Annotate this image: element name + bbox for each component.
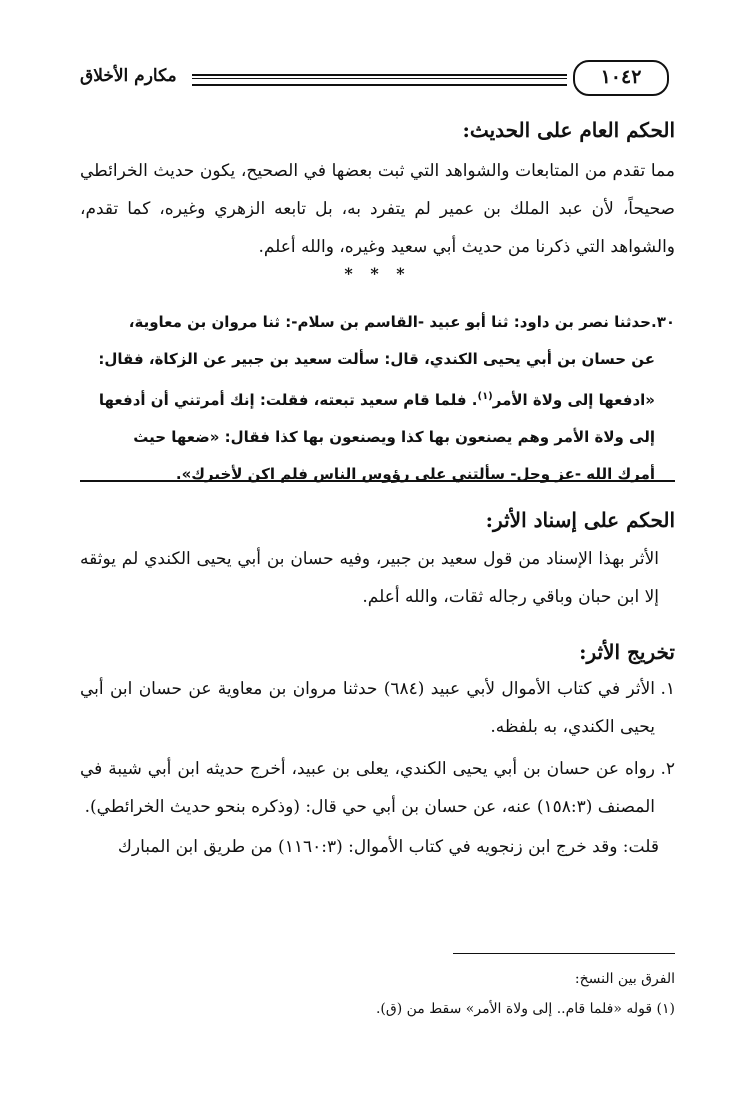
page-header [80, 60, 675, 96]
section-paragraph: الأثر بهذا الإسناد من قول سعيد بن جبير، وفيه حسان بن أبي يحيى الكندي لم يوثقه إلا ابن حبان وباقي رجاله ثقات، والله أعلم. [80, 549, 659, 607]
footnotes [80, 964, 675, 1024]
general-ruling-section [80, 118, 675, 283]
running-title: مكارم الأخلاق [80, 66, 177, 86]
narration-line: «ادفعها إلى ولاة الأمر$^{(١)}$. فلما قام سعيد تبعته، فقلت: إنك أمرتني أن أدفعها [98, 391, 655, 409]
isnad-ruling-section [80, 508, 675, 616]
list-text: الأثر في كتاب الأموال لأبي عبيد (٦٨٤) حدثنا مروان بن معاوية عن حسان ابن أبي يحيى الكندي، به بلفظه. [80, 679, 656, 737]
header-ornamental-rule [192, 74, 567, 86]
list-number: ١. [660, 679, 675, 699]
footnote-rule [453, 953, 675, 954]
list-number: ٢. [660, 759, 675, 779]
closing-paragraph: قلت: وقد خرج ابن زنجويه في كتاب الأموال: (١١٦٠:٣) من طريق ابن المبارك [117, 837, 659, 857]
footnote-item: (١) قوله «فلما قام.. إلى ولاة الأمر» سقط من (ق). [375, 1001, 675, 1017]
section-heading: تخريج الأثر: [579, 640, 675, 664]
page-number: ١٠٤٢ [573, 60, 669, 96]
list-text: رواه عن حسان بن أبي يحيى الكندي، يعلى بن عبيد، أخرج حديثه ابن أبي شيبة في المصنف (١٥٨:٣) عنه، عن حسان بن أبي حي قال: (وذكره بنحو حديث الخرائطي). [80, 759, 655, 817]
narration-line: أمرك الله -عز وجل- سألتني على رؤوس الناس فلم اكن لأخبرك». [175, 465, 655, 483]
list-item [80, 750, 675, 826]
separator-stars: * * * [344, 264, 411, 283]
section-heading: الحكم على إسناد الأثر: [485, 508, 675, 532]
list-item [80, 670, 675, 746]
narration-line: إلى ولاة الأمر وهم يصنعون بها كذا ويصنعون بها كذا فقال: «ضعها حيث [133, 428, 655, 446]
narration-line: ٣٠.حدثنا نصر بن داود: ثنا أبو عبيد -القاسم بن سلام-: ثنا مروان بن معاوية، [128, 313, 675, 331]
section-heading: الحكم العام على الحديث: [462, 118, 675, 142]
section-divider [80, 480, 675, 482]
narration-line: عن حسان بن أبي يحيى الكندي، قال: سألت سعيد بن جبير عن الزكاة، فقال: [98, 350, 655, 368]
narration-block [80, 304, 675, 493]
section-paragraph: مما تقدم من المتابعات والشواهد التي ثبت بعضها في الصحيح، يكون حديث الخرائطي صحيحاً، لأن عبد الملك بن عمير لم يتفرد به، بل تابعه الزهري وغيره، كما تقدم، والشواهد التي ذكرنا من حديث أبي سعيد وغيره، والله أعلم. [80, 161, 675, 257]
takhrij-section [80, 640, 675, 866]
footnote-title: الفرق بين النسخ: [574, 971, 675, 987]
footnote-ref: (١) [477, 391, 493, 402]
